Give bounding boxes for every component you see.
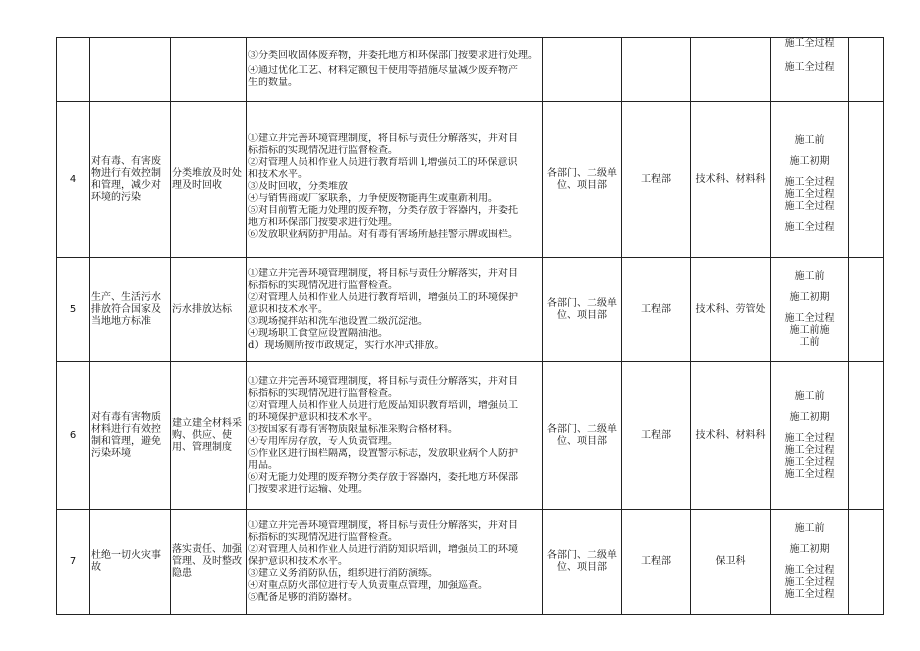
step-line: ①建立并完善环境管理制度，将目标与责任分解落实，并对目: [248, 132, 518, 144]
time-line: 施工前: [794, 135, 825, 146]
step-line: ②对管理人员和作业人员进行教育培训，增强员工的环境保护: [248, 291, 518, 303]
step-line: 意识和技术水平。: [248, 303, 328, 315]
row-number: 6: [57, 362, 90, 510]
time-line: 施工全过程: [784, 432, 835, 444]
time-line: 施工全过程: [784, 189, 835, 200]
steps-cell: [247, 258, 543, 362]
measure-cell: [171, 38, 247, 102]
measure-cell: 落实责任、加强管理、及时整改隐患: [171, 510, 247, 615]
time-line: 施工全过程: [784, 468, 835, 480]
steps-cell: [247, 362, 543, 510]
step-line: 标指标的实现情况进行监督检查。: [248, 279, 398, 291]
time-line: 施工初期: [789, 411, 830, 423]
target-cell: 生产、生活污水排放符合国家及当地地方标准: [90, 258, 171, 362]
step-line: ④与销售商或厂家联系，力争使废物能再生或重新利用。: [248, 192, 498, 204]
time-line: 施工前施: [789, 324, 830, 336]
step-line: 保护意识和技术水平。: [248, 556, 348, 567]
step-line: 用品。: [248, 459, 278, 471]
time-line: 施工全过程: [784, 38, 835, 49]
step-line: ③分类回收固体废弃物，并委托地方和环保部门按要求进行处理。: [248, 50, 538, 61]
responsible-cell: [543, 38, 622, 102]
step-line: ④对重点防火部位进行专人负责重点管理，加强巡查。: [248, 580, 488, 591]
step-line: ⑥发放职业病防护用品。对有毒有害场所悬挂警示牌或围栏。: [248, 228, 518, 240]
blank-cell: [849, 102, 884, 258]
step-line: ⑥对无能力处理的废弃物分类存放于容器内，委托地方环保部: [248, 471, 518, 483]
step-line: 标指标的实现情况进行监督检查。: [248, 532, 398, 543]
lead-dept-cell: [622, 38, 691, 102]
blank-cell: [849, 362, 884, 510]
step-line: ③及时回收，分类堆放: [248, 180, 348, 192]
step-line: ②对管理人员和作业人员进行消防知识培训，增强员工的环境: [248, 544, 518, 555]
environment-measures-table: [56, 37, 884, 615]
step-line: ⑤对目前暂无能力处理的废弃物，分类存放于容器内，并委托: [248, 204, 518, 216]
lead-dept-cell: 工程部: [622, 362, 691, 510]
step-line: 地方和环保部门按要求进行处理。: [248, 216, 398, 228]
time-line: 施工初期: [789, 156, 830, 167]
row-number: 4: [57, 102, 90, 258]
target-cell: 杜绝一切火灾事故: [90, 510, 171, 615]
timeline-cell: [771, 258, 849, 362]
measure-cell: 分类堆放及时处理及时回收: [171, 102, 247, 258]
step-line: ⑤作业区进行围栏隔离，设置警示标志，发放职业病个人防护: [248, 447, 518, 459]
time-line: 施工全过程: [784, 456, 835, 468]
blank-cell: [849, 510, 884, 615]
assist-dept-cell: 技术科、劳管处: [691, 258, 771, 362]
assist-dept-cell: 技术科、材料科: [691, 102, 771, 258]
assist-dept-cell: 技术科、材料科: [691, 362, 771, 510]
time-line: 施工全过程: [784, 589, 835, 600]
step-line: ④通过优化工艺、材料定额包干使用等措施尽量减少废弃物产: [248, 65, 518, 76]
step-line: ④现场职工食堂应设置隔油池。: [248, 327, 388, 339]
step-line: 门按要求进行运输、处理。: [248, 483, 368, 495]
table-row: [57, 510, 884, 615]
table-row: [57, 102, 884, 258]
step-line: d）现场厕所按市政规定，实行水冲式排放。: [248, 339, 445, 351]
step-line: ⑤配备足够的消防器材。: [248, 592, 358, 603]
target-cell: [90, 38, 171, 102]
assist-dept-cell: 保卫科: [691, 510, 771, 615]
step-line: 生的数量。: [248, 77, 298, 88]
lead-dept-cell: 工程部: [622, 102, 691, 258]
step-line: ①建立并完善环境管理制度，将目标与责任分解落实，并对目: [248, 267, 518, 279]
target-cell: 对有毒、有害废物进行有效控制和管理，减少对环境的污染: [90, 102, 171, 258]
responsible-cell: 各部门、二级单位、项目部: [543, 258, 622, 362]
row-number: 5: [57, 258, 90, 362]
step-line: ④专用库房存放，专人负责管理。: [248, 435, 398, 447]
time-line: 施工全过程: [784, 201, 835, 212]
table-row: [57, 38, 884, 102]
time-line: 施工前: [794, 270, 825, 282]
time-line: 施工全过程: [784, 177, 835, 188]
measure-cell: 建立建全材料采购、供应、使用、管理制度: [171, 362, 247, 510]
assist-dept-cell: [691, 38, 771, 102]
time-line: 施工初期: [789, 544, 830, 555]
lead-dept-cell: 工程部: [622, 510, 691, 615]
timeline-cell: [771, 38, 849, 102]
lead-dept-cell: 工程部: [622, 258, 691, 362]
responsible-cell: 各部门、二级单位、项目部: [543, 362, 622, 510]
steps-cell: [247, 510, 543, 615]
step-line: ③建立义务消防队伍，组织进行消防演练。: [248, 568, 438, 579]
step-line: ②对管理人员和作业人员进行教育培训 l,增强员工的环保意识: [248, 156, 518, 168]
time-line: 施工全过程: [784, 222, 835, 233]
time-line: 施工前: [794, 390, 825, 402]
blank-cell: [849, 258, 884, 362]
measure-cell: 污水排放达标: [171, 258, 247, 362]
step-line: 标指标的实现情况进行监督检查。: [248, 144, 398, 156]
table-row: [57, 258, 884, 362]
time-line: 施工全过程: [784, 312, 835, 324]
step-line: 和技术水平。: [248, 168, 308, 180]
time-line: 施工全过程: [784, 444, 835, 456]
target-cell: 对有毒有害物质材料进行有效控制和管理，避免污染环境: [90, 362, 171, 510]
step-line: 的环境保护意识和技术水平。: [248, 411, 378, 423]
step-line: ③现场搅拌站和洗车池设置二级沉淀池。: [248, 315, 428, 327]
step-line: ①建立并完善环境管理制度，将目标与责任分解落实，并对目: [248, 375, 518, 387]
step-line: ①建立并完善环境管理制度，将目标与责任分解落实，并对目: [248, 520, 518, 531]
row-number: 7: [57, 510, 90, 615]
time-line: 施工初期: [789, 291, 830, 303]
time-line: 施工全过程: [784, 565, 835, 576]
time-line: 施工全过程: [784, 577, 835, 588]
step-line: ③按国家有毒有害物质限量标准采购合格材料。: [248, 423, 458, 435]
timeline-cell: [771, 362, 849, 510]
step-line: 标指标的实现情况进行监督检查。: [248, 387, 398, 399]
responsible-cell: 各部门、二级单位、项目部: [543, 510, 622, 615]
row-number: [57, 38, 90, 102]
step-line: ②对管理人员和作业人员进行危废品知识教育培训，增强员工: [248, 399, 518, 411]
time-line: 施工前: [794, 523, 825, 534]
time-line: 施工全过程: [784, 62, 835, 73]
timeline-cell: [771, 510, 849, 615]
steps-cell: [247, 102, 543, 258]
steps-cell: [247, 38, 543, 102]
blank-cell: [849, 38, 884, 102]
time-line: 工前: [799, 336, 820, 348]
table-row: [57, 362, 884, 510]
responsible-cell: 各部门、二级单位、项目部: [543, 102, 622, 258]
timeline-cell: [771, 102, 849, 258]
